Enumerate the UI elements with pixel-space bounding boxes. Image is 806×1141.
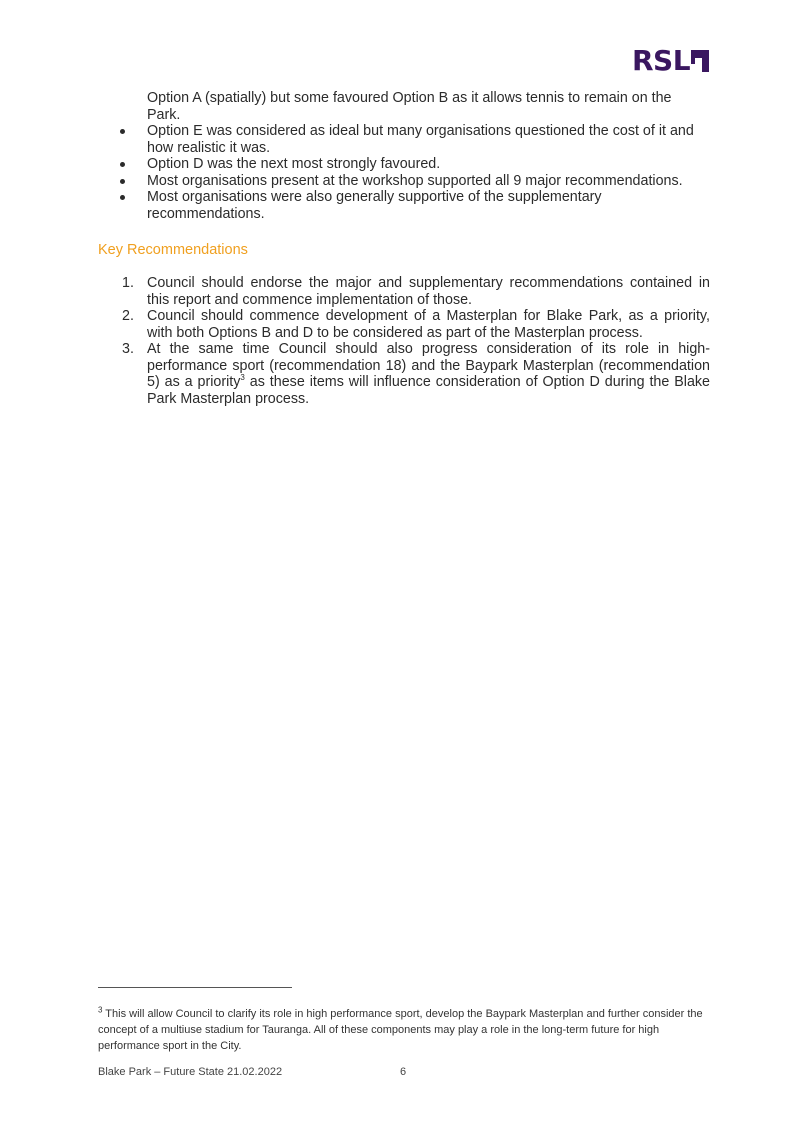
recommendation-text-continued: as these items will influence consideration of Option D during the Blake Park Masterplan process. (147, 374, 710, 407)
recommendation-text: At the same time Council should also progress consideration of its role in high-performance sport (recommendation 18) and the Baypark Masterplan (recommendation 5) as a priority (147, 341, 710, 390)
previous-bullet-continuation (98, 90, 710, 123)
page-footer (98, 1066, 710, 1078)
footnote (98, 1006, 710, 1054)
recommendation-number: 2. (122, 308, 134, 324)
bullet-item: Most organisations were also generally supportive of the supplementary recommendations. (98, 189, 710, 222)
continuation-line: Park. (147, 106, 181, 123)
recommendation-text: Council should commence development of a Masterplan for Blake Park, as a priority, with both Options B and D to be considered as part of the Masterplan process. (147, 308, 710, 341)
recommendation-item (98, 308, 710, 341)
page-number: 6 (400, 1066, 407, 1078)
findings-bullet-list (98, 123, 710, 222)
rsl-logo (632, 46, 709, 76)
continuation-line: Option A (spatially) but some favoured Option B as it allows tennis to remain on the (147, 90, 672, 106)
logo-mark-icon (691, 50, 709, 72)
bullet-item: Most organisations present at the workshop supported all 9 major recommendations. (98, 173, 710, 190)
footnote-reference[interactable]: 3 (240, 373, 245, 383)
recommendation-number: 3. (122, 341, 134, 357)
key-recommendations-heading: Key Recommendations (98, 242, 248, 258)
bullet-item: Option E was considered as ideal but many organisations questioned the cost of it and how realistic it was. (98, 123, 710, 156)
bullet-item: Option D was the next most strongly favoured. (98, 156, 710, 173)
recommendation-item (98, 275, 710, 308)
footer-doc-title: Blake Park – Future State 21.02.2022 (98, 1066, 283, 1078)
recommendation-item (98, 341, 710, 407)
recommendation-text: Council should endorse the major and supplementary recommendations contained in this report and commence implementation of those. (147, 275, 710, 308)
footnote-separator (98, 987, 292, 988)
logo-text: RSL (632, 44, 691, 77)
recommendation-number: 1. (122, 275, 134, 291)
footnote-marker: 3 (98, 1005, 103, 1015)
footnote-text: This will allow Council to clarify its role in high performance sport, develop the Baypark Masterplan and further consider the concept of a multiuse stadium for Tauranga. All of these components may play a role in the long-term future for high performance sport in the City. (98, 1008, 703, 1052)
recommendations-list (98, 275, 710, 407)
page-body (98, 90, 710, 407)
